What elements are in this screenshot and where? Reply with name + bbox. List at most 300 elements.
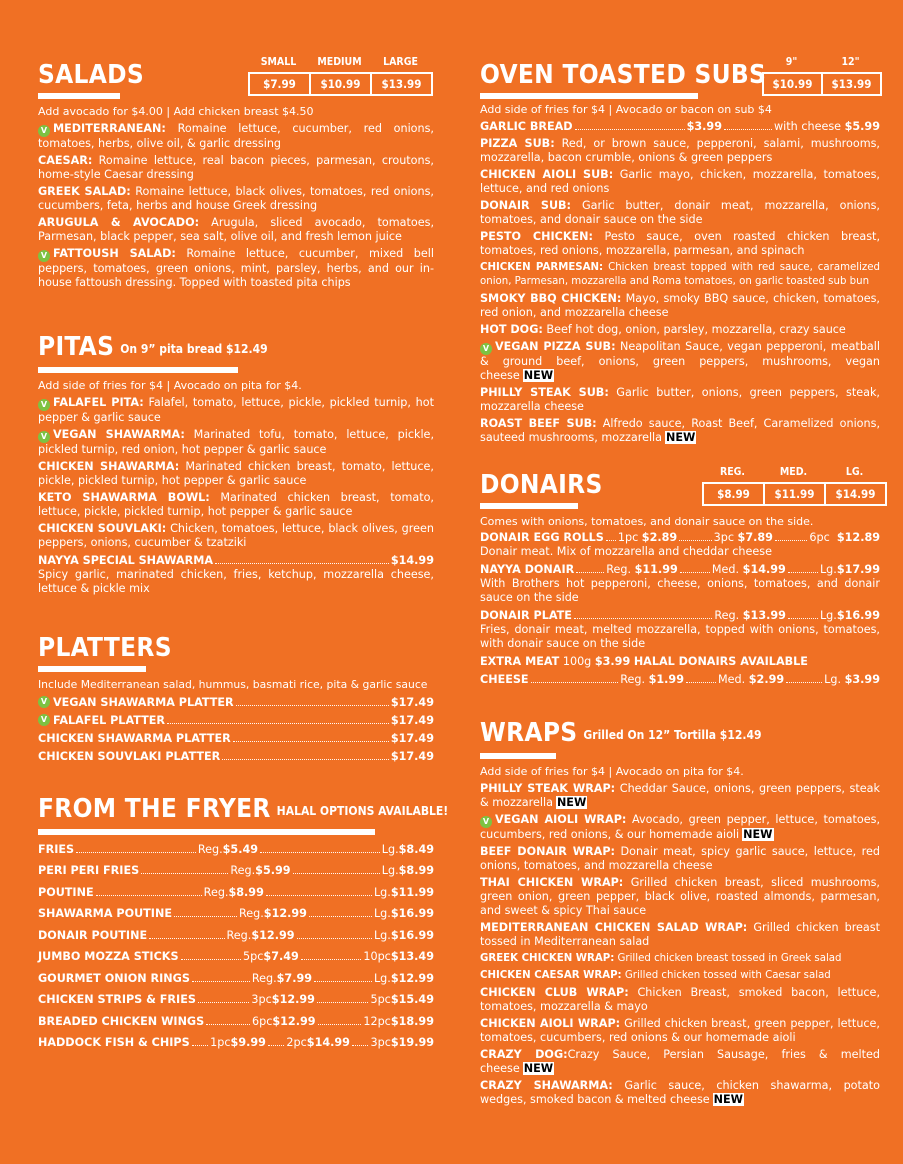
extra-meat-price: $3.99 [594, 655, 631, 668]
fryer-size: Reg. [238, 907, 264, 920]
dot-leader [141, 864, 228, 874]
dot-leader [233, 732, 389, 742]
salads-price: $7.99 [248, 72, 309, 96]
platter-price: $17.49 [390, 696, 434, 709]
subs-underline [480, 93, 698, 99]
fryer-price: $13.49 [390, 950, 434, 963]
subs-size-label: 12" [841, 56, 860, 68]
fryer-title: FROM THE FRYER [38, 794, 271, 824]
fryer-size: Reg. [197, 842, 223, 856]
fryer-size: Lg. [373, 885, 391, 899]
vegan-icon: V [38, 431, 50, 443]
vegan-icon: V [38, 399, 50, 411]
fryer-size: 10pc [363, 950, 391, 963]
egg-rolls-size-a: 1pc [617, 531, 639, 544]
donairs-size-label: LG. [845, 466, 864, 478]
wraps-title: WRAPS [480, 718, 578, 748]
salad-item-desc: Romaine lettuce, cucumber, mixed bell peppers, tomatoes, green onions, mint, parsley, herbs, and our in-house fattoush dressing. Topped with toasted pita chips [38, 247, 434, 289]
dot-leader [314, 972, 372, 982]
wrap-item [480, 876, 880, 918]
garlic-bread-row [480, 120, 880, 134]
platter-row [38, 714, 434, 728]
fryer-price: $12.99 [251, 928, 295, 942]
garlic-bread-with: with cheese [774, 120, 842, 133]
wrap-item-name: CRAZY SHAWARMA: [480, 1079, 613, 1092]
nayya-donair-row [480, 563, 880, 577]
pitas-items [38, 396, 434, 550]
fryer-section [38, 794, 449, 1050]
wraps-underline [480, 753, 556, 759]
salads-note: Add avocado for $4.00 | Add chicken breast $4.50 [38, 105, 314, 118]
fryer-price: $11.99 [390, 885, 435, 899]
sub-item-name: VEGAN PIZZA SUB: [495, 340, 616, 353]
fryer-item-name: JUMBO MOZZA STICKS [38, 950, 179, 963]
fryer-item-name: BREADED CHICKEN WINGS [38, 1014, 205, 1028]
sub-item [480, 340, 880, 383]
fryer-size: 3pc [370, 1036, 391, 1049]
wrap-item-name: MEDITERRANEAN CHICKEN SALAD WRAP: [480, 921, 748, 934]
fryer-item-name: HADDOCK FISH & CHIPS [38, 1036, 190, 1049]
fryer-size: 2pc [286, 1036, 307, 1049]
fryer-size: Reg. [203, 885, 229, 899]
salads-size-label: SMALL [260, 56, 297, 68]
fryer-item-name: POUTINE [38, 885, 94, 899]
fryer-price: $8.49 [398, 842, 435, 856]
salad-item-name: FATTOUSH SALAD: [53, 247, 176, 260]
garlic-bread-name: GARLIC BREAD [480, 120, 573, 133]
platters-note: Include Mediterranean salad, hummus, basmati rice, pita & garlic sauce [38, 678, 428, 691]
fryer-price: $12.99 [263, 907, 307, 920]
platter-price: $17.49 [390, 714, 434, 727]
platter-row [38, 696, 434, 710]
cheese-price-b: $2.99 [748, 673, 785, 686]
wrap-item-name: THAI CHICKEN WRAP: [480, 876, 624, 889]
dot-leader [206, 1015, 250, 1025]
wrap-item-desc: Chicken Breast, smoked bacon, lettuce, tomatoes, mozzarella & mayo [480, 986, 880, 1013]
dot-leader [181, 950, 242, 960]
dot-leader [174, 907, 237, 917]
platter-row [38, 750, 434, 764]
salad-item-desc: Romaine lettuce, cucumber, red onions, tomatoes, herbs, olive oil, & garlic dressing [38, 122, 434, 150]
donair-plate-desc: Fries, donair meat, melted mozzarella, topped with onions, tomatoes, with donair sauce on the side [480, 623, 880, 650]
donair-plate-size-b: Lg. [819, 609, 837, 622]
dot-leader [301, 950, 362, 960]
wrap-item-desc: Donair meat, spicy garlic sauce, lettuce, red onions, tomatoes, and mozzarella cheese [480, 845, 880, 872]
fryer-price: $5.99 [255, 864, 291, 877]
salad-item-name: MEDITERRANEAN: [53, 122, 166, 135]
donairs-price-table [702, 466, 887, 506]
salads-size-label: LARGE [383, 56, 418, 68]
sub-item [480, 292, 880, 320]
nayya-donair-size-c: Lg. [819, 563, 837, 576]
salad-item-desc: Romaine lettuce, real bacon pieces, parmesan, croutons, home-style Caesar dressing [38, 154, 434, 181]
fryer-price: $16.99 [390, 907, 435, 920]
donair-plate-size-a: Reg. [714, 609, 740, 622]
fryer-item-name: PERI PERI FRIES [38, 864, 140, 877]
platters-underline [38, 666, 146, 672]
subs-price: $10.99 [762, 72, 821, 96]
fryer-size: Reg. [226, 928, 252, 942]
donair-plate-price-a: $13.99 [742, 609, 786, 622]
cheese-price-c: $3.99 [844, 673, 880, 686]
fryer-size: Lg. [381, 864, 399, 877]
sub-item [480, 199, 880, 227]
pita-item [38, 522, 434, 550]
dot-leader [317, 993, 369, 1003]
wrap-item [480, 845, 880, 873]
wrap-item-desc: Grilled chicken breast tossed in Mediterranean salad [480, 921, 880, 948]
extra-meat-qty: 100g [562, 655, 592, 668]
wrap-item-name: CHICKEN AIOLI WRAP: [480, 1017, 621, 1030]
subs-price: $13.99 [821, 72, 882, 96]
platter-name: CHICKEN SHAWARMA PLATTER [38, 732, 231, 745]
dot-leader [236, 696, 389, 706]
dot-leader [96, 886, 202, 896]
sub-item-desc: Beef hot dog, onion, parsley, mozzarella, crazy sauce [542, 323, 846, 336]
halal-donairs-note: HALAL DONAIRS AVAILABLE [633, 655, 808, 668]
sub-item [480, 417, 880, 445]
wrap-item-desc: Grilled chicken breast tossed in Greek salad [614, 953, 842, 964]
sub-item-name: PHILLY STEAK SUB: [480, 386, 609, 399]
vegan-icon: V [38, 696, 50, 708]
salad-item [38, 247, 434, 290]
fryer-size: 5pc [370, 993, 391, 1006]
fryer-size: Reg. [251, 971, 277, 985]
fryer-price: $8.99 [228, 885, 264, 899]
salad-item-desc: Romaine lettuce, black olives, tomatoes, red onions, cucumbers, feta, herbs and house Greek dressing [38, 185, 434, 212]
extra-meat-name: EXTRA MEAT [480, 655, 560, 668]
sub-item-name: SMOKY BBQ CHICKEN: [480, 292, 622, 305]
platters-items [38, 696, 434, 764]
dot-leader [192, 1036, 209, 1046]
fryer-price: $7.99 [276, 971, 313, 985]
sub-item-name: HOT DOG: [480, 323, 543, 336]
fryer-price: $18.99 [390, 1014, 434, 1028]
dot-leader [76, 843, 196, 853]
wrap-item [480, 782, 880, 810]
subs-size-label: 9" [785, 56, 798, 68]
subs-note: Add side of fries for $4 | Avocado or bacon on sub $4 [480, 103, 772, 116]
salads-price: $10.99 [309, 72, 370, 96]
dot-leader [297, 929, 372, 939]
fryer-size: Lg. [381, 842, 399, 856]
sub-item-desc: Alfredo sauce, Roast Beef, Caramelized onions, sauteed mushrooms, mozzarella [480, 417, 880, 444]
garlic-bread-with-price: $5.99 [844, 120, 880, 133]
fryer-row [38, 950, 434, 964]
platter-row [38, 732, 434, 746]
salad-item [38, 216, 434, 244]
fryer-item-name: GOURMET ONION RINGS [38, 971, 190, 985]
salads-title: SALADS [38, 60, 145, 90]
salads-price-table [248, 56, 433, 96]
pita-item-desc: Falafel, tomato, lettuce, pickle, pickled turnip, hot pepper & garlic sauce [38, 396, 434, 424]
extra-meat-row [480, 655, 880, 669]
wrap-item-desc: Avocado, green pepper, lettuce, tomatoes, cucumbers, red onions, & our homemade aioli [480, 813, 880, 841]
salad-item-name: CAESAR: [38, 154, 93, 167]
fryer-price: $19.99 [390, 1036, 435, 1049]
nayya-special-desc: Spicy garlic, marinated chicken, fries, ketchup, mozzarella cheese, lettuce & pickle mix [38, 568, 434, 595]
fryer-size: 3pc [251, 993, 272, 1006]
nayya-donair-price-b: $14.99 [742, 563, 786, 576]
vegan-icon: V [480, 816, 492, 828]
salads-underline [38, 93, 120, 99]
fryer-price: $16.99 [390, 928, 435, 942]
salads-size-label: MEDIUM [317, 56, 362, 68]
nayya-donair-name: NAYYA DONAIR [480, 563, 575, 576]
fryer-size: Lg. [373, 928, 391, 942]
sub-item-name: CHICKEN AIOLI SUB: [480, 168, 614, 181]
donairs-price: $11.99 [763, 482, 824, 506]
pita-item-name: CHICKEN SHAWARMA: [38, 460, 180, 473]
platter-price: $17.49 [390, 732, 434, 745]
pita-item-name: CHICKEN SOUVLAKI: [38, 522, 167, 535]
fryer-row [38, 886, 434, 900]
new-badge: NEW [713, 1093, 744, 1106]
sub-item [480, 261, 880, 289]
nayya-donair-size-a: Reg. [606, 563, 632, 576]
wrap-item [480, 921, 880, 949]
fryer-size: Lg. [373, 971, 391, 985]
salads-items [38, 122, 434, 290]
dot-leader [222, 750, 389, 760]
wrap-item-desc: Garlic sauce, chicken shawarma, potato wedges, smoked bacon & melted cheese [480, 1079, 881, 1106]
vegan-icon: V [38, 125, 50, 137]
sub-item-desc: Garlic mayo, chicken, mozzarella, tomatoes, lettuce, and red onions [480, 168, 880, 195]
new-badge: NEW [556, 796, 587, 809]
nayya-donair-size-b: Med. [711, 563, 740, 576]
fryer-size: 5pc [243, 950, 264, 963]
wrap-item-desc: Crazy Sauce, Persian Sausage, fries & melted cheese [480, 1048, 881, 1075]
nayya-special-row [38, 554, 434, 568]
pita-item-desc: Marinated tofu, tomato, lettuce, pickle, pickled turnip, red onion, hot pepper & garlic sauce [38, 428, 434, 456]
pitas-subtitle: On 9” pita bread $12.49 [120, 342, 268, 356]
egg-rolls-name: DONAIR EGG ROLLS [480, 531, 604, 544]
sub-item-desc: Red, or brown sauce, pepperoni, salami, mushrooms, mozzarella, bacon crumble, onions & green peppers [480, 137, 880, 164]
fryer-row [38, 929, 434, 943]
dot-leader [192, 972, 250, 982]
sub-item [480, 137, 880, 165]
garlic-bread-price: $3.99 [686, 120, 722, 133]
donair-plate-row [480, 609, 880, 623]
wrap-item-name: BEEF DONAIR WRAP: [480, 845, 615, 858]
sub-item-name: PIZZA SUB: [480, 137, 555, 150]
cheese-size-a: Reg. [620, 673, 646, 686]
donairs-price: $8.99 [702, 482, 763, 506]
dot-leader [268, 1036, 285, 1046]
fryer-size: 12pc [363, 1014, 391, 1028]
new-badge: NEW [523, 1062, 554, 1075]
fryer-items [38, 843, 434, 1051]
fryer-price: $8.99 [398, 864, 435, 877]
donairs-title: DONAIRS [480, 470, 603, 500]
fryer-price: $14.99 [306, 1036, 350, 1049]
vegan-icon: V [38, 250, 50, 262]
donairs-price: $14.99 [824, 482, 887, 506]
wraps-note: Add side of fries for $4 | Avocado on pita for $4. [480, 765, 744, 778]
sub-item [480, 386, 880, 414]
egg-rolls-size-c: 6pc [809, 531, 830, 544]
fryer-price: $12.99 [390, 971, 434, 985]
dot-leader [260, 843, 380, 853]
cheese-name: CHEESE [480, 673, 529, 686]
cheese-size-c: Lg. [824, 673, 842, 686]
salad-item-name: ARUGULA & AVOCADO: [38, 216, 200, 229]
egg-rolls-row [480, 531, 880, 545]
donairs-note: Comes with onions, tomatoes, and donair sauce on the side. [480, 515, 814, 528]
donair-plate-name: DONAIR PLATE [480, 609, 572, 622]
wrap-item-name: GREEK CHICKEN WRAP: [480, 953, 615, 964]
pita-item-desc: Chicken, tomatoes, lettuce, black olives, green peppers, onions, cucumber & tzatziki [38, 522, 434, 549]
sub-item-desc: Mayo, smoky BBQ sauce, chicken, tomatoes, red onion, and mozzarella cheese [480, 292, 880, 319]
sub-item-name: CHICKEN PARMESAN: [480, 262, 604, 273]
pita-item-name: KETO SHAWARMA BOWL: [38, 491, 210, 504]
new-badge: NEW [666, 431, 696, 444]
wrap-item-desc: Grilled chicken breast, green pepper, lettuce, tomatoes, cucumbers, red onions & our homemade aioli [480, 1017, 880, 1044]
donair-plate-price-b: $16.99 [836, 609, 880, 622]
fryer-size: Reg. [230, 864, 256, 877]
pita-item-name: VEGAN SHAWARMA: [53, 428, 185, 441]
nayya-donair-price-c: $17.99 [836, 563, 880, 576]
dot-leader [318, 1015, 362, 1025]
fryer-size: 1pc [210, 1036, 231, 1049]
wrap-item-name: CHICKEN CAESAR WRAP: [480, 970, 622, 981]
new-badge: NEW [523, 369, 554, 382]
fryer-subtitle: HALAL OPTIONS AVAILABLE! [276, 804, 449, 818]
fryer-row [38, 843, 434, 857]
fryer-price: $7.49 [263, 950, 299, 963]
wrap-item-name: PHILLY STEAK WRAP: [480, 782, 616, 795]
sub-item-desc: Garlic butter, onions, green peppers, steak, mozzarella cheese [480, 386, 880, 413]
dot-leader [167, 714, 389, 724]
dot-leader [198, 993, 250, 1003]
fryer-size: 6pc [251, 1014, 273, 1028]
sub-item [480, 168, 880, 196]
subs-price-table [762, 56, 882, 96]
wrap-item [480, 1048, 880, 1076]
salad-item-name: GREEK SALAD: [38, 185, 131, 198]
dot-leader [266, 886, 372, 896]
fryer-item-name: DONAIR POUTINE [38, 928, 148, 942]
nayya-special-name: NAYYA SPECIAL SHAWARMA [38, 554, 214, 567]
fryer-row [38, 907, 434, 921]
wraps-subtitle: Grilled On 12” Tortilla $12.49 [583, 728, 762, 742]
fryer-item-name: SHAWARMA POUTINE [38, 907, 172, 920]
cheese-row [480, 673, 880, 687]
fryer-item-name: FRIES [38, 842, 75, 856]
pita-item [38, 396, 434, 425]
wrap-item [480, 1079, 880, 1107]
pita-item [38, 460, 434, 488]
salad-item [38, 185, 434, 213]
fryer-row [38, 972, 434, 986]
platter-name: FALAFEL PLATTER [53, 714, 166, 727]
wrap-item-name: VEGAN AIOLI WRAP: [495, 813, 627, 826]
nayya-special-price: $14.99 [390, 554, 434, 567]
salad-item [38, 122, 434, 151]
donairs-size-label: MED. [779, 466, 808, 478]
egg-rolls-desc: Donair meat. Mix of mozzarella and cheddar cheese [480, 545, 772, 558]
wrap-item-desc: Grilled chicken breast, sliced mushrooms, green onion, green pepper, black olive, roasted almonds, parmesan, and sweet & spicy Thai sauce [480, 876, 880, 917]
pita-item-name: FALAFEL PITA: [53, 396, 144, 409]
egg-rolls-price-a: $2.89 [641, 531, 678, 544]
nayya-donair-desc: With Brothers hot pepperoni, cheese, onions, tomatoes, and donair sauce on the side [480, 577, 880, 604]
fryer-price: $15.49 [390, 993, 434, 1006]
wrap-item [480, 1017, 880, 1045]
fryer-row [38, 993, 434, 1007]
pita-item-desc: Marinated chicken breast, tomato, lettuce, pickle, pickled turnip, hot pepper & garlic sauce [38, 491, 434, 518]
fryer-price: $12.99 [272, 1014, 316, 1028]
pita-item-desc: Marinated chicken breast, tomato, lettuce, pickle, pickled turnip, hot pepper & garlic sauce [38, 460, 434, 487]
wrap-item-desc: Grilled chicken tossed with Caesar salad [621, 970, 831, 981]
wrap-item [480, 969, 880, 983]
pitas-title: PITAS [38, 332, 115, 362]
subs-section [480, 60, 880, 445]
sub-item-name: DONAIR SUB: [480, 199, 572, 212]
wraps-section [480, 718, 880, 1107]
sub-item [480, 323, 880, 337]
pita-item [38, 428, 434, 457]
sub-item-desc: Neapolitan Sauce, vegan pepperoni, meatball & ground beef, onions, green peppers, mushrooms, vegan cheese [480, 340, 880, 382]
pitas-underline [38, 367, 238, 373]
fryer-row [38, 1015, 434, 1029]
subs-title: OVEN TOASTED SUBS [480, 60, 767, 90]
dot-leader [149, 929, 224, 939]
wrap-item [480, 813, 880, 842]
vegan-icon: V [480, 343, 492, 355]
sub-item-desc: Chicken breast topped with red sauce, caramelized onion, Parmesan, mozzarella and Roma tomatoes, on garlic toasted sub bun [480, 262, 880, 287]
egg-rolls-size-b: 3pc [713, 531, 734, 544]
pitas-note: Add side of fries for $4 | Avocado on pita for $4. [38, 379, 302, 392]
cheese-price-a: $1.99 [648, 673, 684, 686]
vegan-icon: V [38, 714, 50, 726]
donairs-size-label: REG. [719, 466, 746, 478]
fryer-item-name: CHICKEN STRIPS & FRIES [38, 993, 196, 1006]
salad-item-desc: Arugula, sliced avocado, tomatoes, Parmesan, black pepper, sea salt, olive oil, and fresh lemon juice [38, 216, 435, 243]
new-badge: NEW [743, 828, 773, 841]
fryer-price: $12.99 [271, 993, 315, 1006]
wrap-item-name: CRAZY DOG: [480, 1048, 568, 1061]
platters-title: PLATTERS [38, 633, 172, 663]
fryer-price: $5.49 [222, 842, 259, 856]
fryer-underline [38, 829, 375, 835]
subs-items [480, 137, 880, 445]
fryer-price: $9.99 [230, 1036, 266, 1049]
dot-leader [352, 1036, 369, 1046]
pitas-section [38, 332, 434, 596]
fryer-row [38, 1036, 434, 1050]
platter-name: CHICKEN SOUVLAKI PLATTER [38, 750, 221, 763]
fryer-size: Lg. [373, 907, 391, 920]
platter-price: $17.49 [390, 750, 434, 763]
wrap-item-name: CHICKEN CLUB WRAP: [480, 986, 629, 999]
fryer-row [38, 864, 434, 878]
cheese-size-b: Med. [718, 673, 746, 686]
sub-item-desc: Garlic butter, donair meat, mozzarella, onions, tomatoes, and donair sauce on the side [480, 199, 880, 226]
donairs-underline [480, 503, 578, 509]
egg-rolls-price-c: $12.89 [836, 531, 881, 544]
wraps-items [480, 782, 880, 1107]
platters-section [38, 633, 434, 764]
nayya-donair-price-a: $11.99 [634, 563, 678, 576]
egg-rolls-price-b: $7.89 [737, 531, 773, 544]
wrap-item-desc: Cheddar Sauce, onions, green peppers, steak & mozzarella [480, 782, 880, 809]
salad-item [38, 154, 434, 182]
dot-leader [309, 907, 372, 917]
wrap-item [480, 952, 880, 966]
salads-price: $13.99 [370, 72, 433, 96]
pita-item [38, 491, 434, 519]
sub-item-name: PESTO CHICKEN: [480, 230, 593, 243]
